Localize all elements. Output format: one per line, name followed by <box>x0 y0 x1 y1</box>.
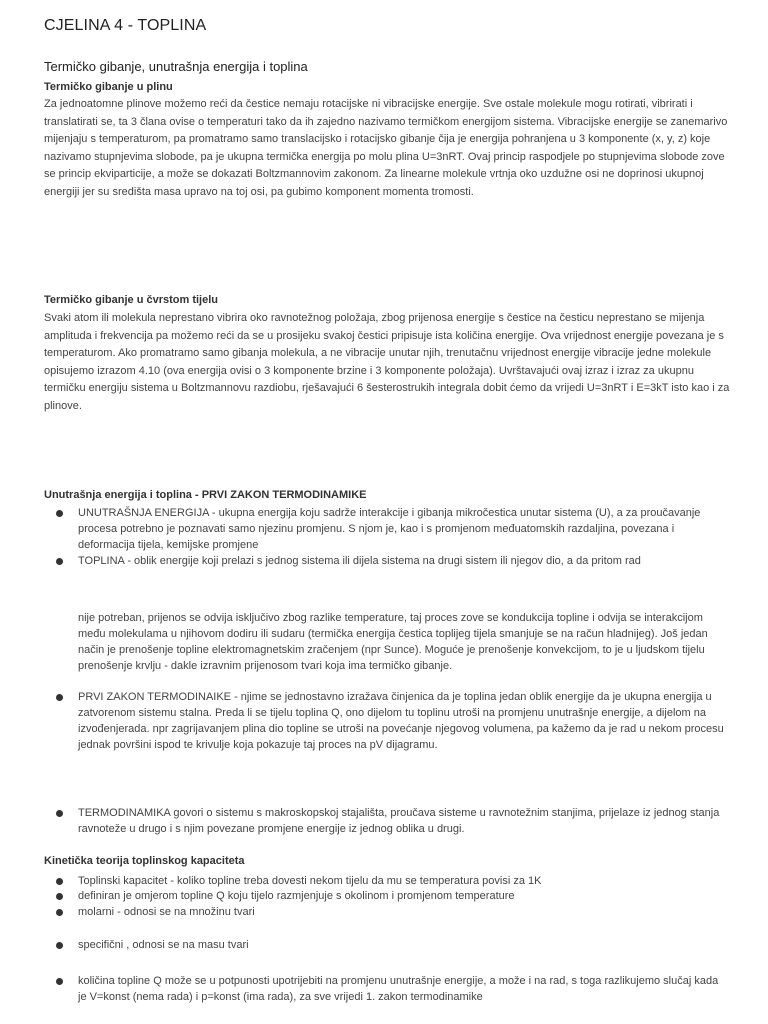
list-item-text: količina topline Q može se u potpunosti upotrijebiti na promjenu unutrašnje energije, a može i na rad, s toga razlikujemo slučaj kada je V=konst (nema rada) i p=konst (ima rada), za sve vrijedi 1. zakon termodinamike <box>78 975 719 1003</box>
bullet-icon <box>56 909 63 916</box>
subheading-first-law: Unutrašnja energija i toplina - PRVI ZAKON TERMODINAMIKE <box>44 489 367 501</box>
list-item-text: TERMODINAMIKA govori o sistemu s makroskopskoj stajališta, proučava sisteme u ravnotežnim stanjima, prijelaze iz jednog stanja ravnoteže u drugo i s njim povezane promjene energije iz jednog oblika u drugi. <box>78 807 720 835</box>
bullet-icon <box>56 893 63 900</box>
list-item-text: molarni - odnosi se na množinu tvari <box>78 906 255 918</box>
list-item-text: definiran je omjerom topline Q koju tijelo razmjenjuje s okolinom i promjenom temperature <box>78 890 515 902</box>
bullet-icon <box>56 878 63 885</box>
bullet-icon <box>56 558 63 565</box>
paragraph-gas: Za jednoatomne plinove možemo reći da čestice nemaju rotacijske ni vibracijske energije. Sve ostale molekule mogu rotirati, vibrirati i translatirati se, ta 3 člana ovise o temperaturi tako da ih zajedno nazivamo termičkom energijom sistema. Vibracijske energije se zanemarivo mijenjaju s temperaturom, pa promatramo samo translacijsko i rotacijsko gibanje čija je energija pohranjena u 3 komponente (x, y, z) koje nazivamo stupnjevima slobode, pa je ukupna termička energija po molu plina U=3nRT. Ovaj princip raspodjele po stupnjevima slobode zove se princip ekviparticije, a može se dokazati Boltzmannovim zakonom. Za linearne molekule vrtnja oko uzdužne osi ne doprinosi ukupnoj energiji jer su središta masa upravo na toj osi, pa gubimo komponent momenta tromosti. <box>44 98 728 198</box>
bullet-icon <box>56 510 63 517</box>
bullet-icon <box>56 694 63 701</box>
subheading-solid: Termičko gibanje u čvrstom tijelu <box>44 294 219 306</box>
list-item-text: specifični , odnosi se na masu tvari <box>78 939 249 951</box>
section-heading: Termičko gibanje, unutrašnja energija i toplina <box>44 59 308 74</box>
subheading-gas: Termičko gibanje u plinu <box>44 81 173 93</box>
list-item-text: UNUTRAŠNJA ENERGIJA - ukupna energija koju sadrže interakcije i gibanja mikročestica unutar sistema (U), a za proučavanje procesa potrebno je poznavati samo njezinu promjenu. S njom je, kao i s promjenom međuatomskih razdaljina, povezana i deformacija tijela, kemijske promjene <box>78 507 701 551</box>
list-item-text: TOPLINA - oblik energije koji prelazi s jednog sistema ili dijela sistema na drugi sistem ili njegov dio, a da pritom rad <box>78 555 641 567</box>
bullet-icon <box>56 978 63 985</box>
list-item-continuation: nije potreban, prijenos se odvija isključivo zbog razlike temperature, taj proces zove se kondukcija topline i odvija se interakcijom među molekulama u njihovom dodiru ili sudaru (termička energija čestica toplijeg tijela smanjuje se na račun hladnijeg). Još jedan način je prenošenje topline elektromagnetskim zračenjem (npr Sunce). Moguće je prenošenje konvekcijom, to je u ljudskom tijelu prenošenje krvlju - dakle izravnim prijenosom tvari koja ima termičko gibanje. <box>78 612 708 672</box>
paragraph-solid: Svaki atom ili molekula neprestano vibrira oko ravnotežnog položaja, zbog prijenosa energije s čestice na česticu neprestano se mijenja amplituda i frekvencija pa možemo reći da se u prosijeku svakoj čestici pripisuje ista količina energije. Ova vrijednost energije povezana je s temperaturom. Ako promatramo samo gibanja molekula, a ne vibracije unutar njih, trenutačnu vrijednost energije vibracije jedne molekule opisujemo izrazom 4.10 (ova energija ovisi o 3 komponente brzine i 3 komponente položaja). Uvrštavajući ovaj izraz i izraz za ukupnu termičku energiju sistema u Boltzmannovu razdiobu, rješavajući 6 šesterostrukih integrala dobit ćemo da vrijedi U=3nRT i E=3kT isto kao i za plinove. <box>44 312 730 412</box>
page-title: CJELINA 4 - TOPLINA <box>44 17 207 34</box>
list-item-text: Toplinski kapacitet - koliko topline treba dovesti nekom tijelu da mu se temperatura povisi za 1K <box>78 875 542 887</box>
bullet-icon <box>56 810 63 817</box>
subheading-heat-capacity: Kinetička teorija toplinskog kapaciteta <box>44 855 245 867</box>
bullet-icon <box>56 942 63 949</box>
list-item-text: PRVI ZAKON TERMODINAIKE - njime se jednostavno izražava činjenica da je toplina jedan oblik energije da je ukupna energija u zatvorenom sistemu stalna. Preda li se tijelu toplina Q, ono dijelom tu toplinu utroši na promjenu unutrašnje energije, a dijelom na izvođenjerada. npr zagrijavanjem plina dio topline se utroši na povećanje njegovog volumena, pa kažemo da je rad u nekom procesu jednak površini ispod te krivulje koja pokazuje taj proces na pV dijagramu. <box>78 691 724 751</box>
